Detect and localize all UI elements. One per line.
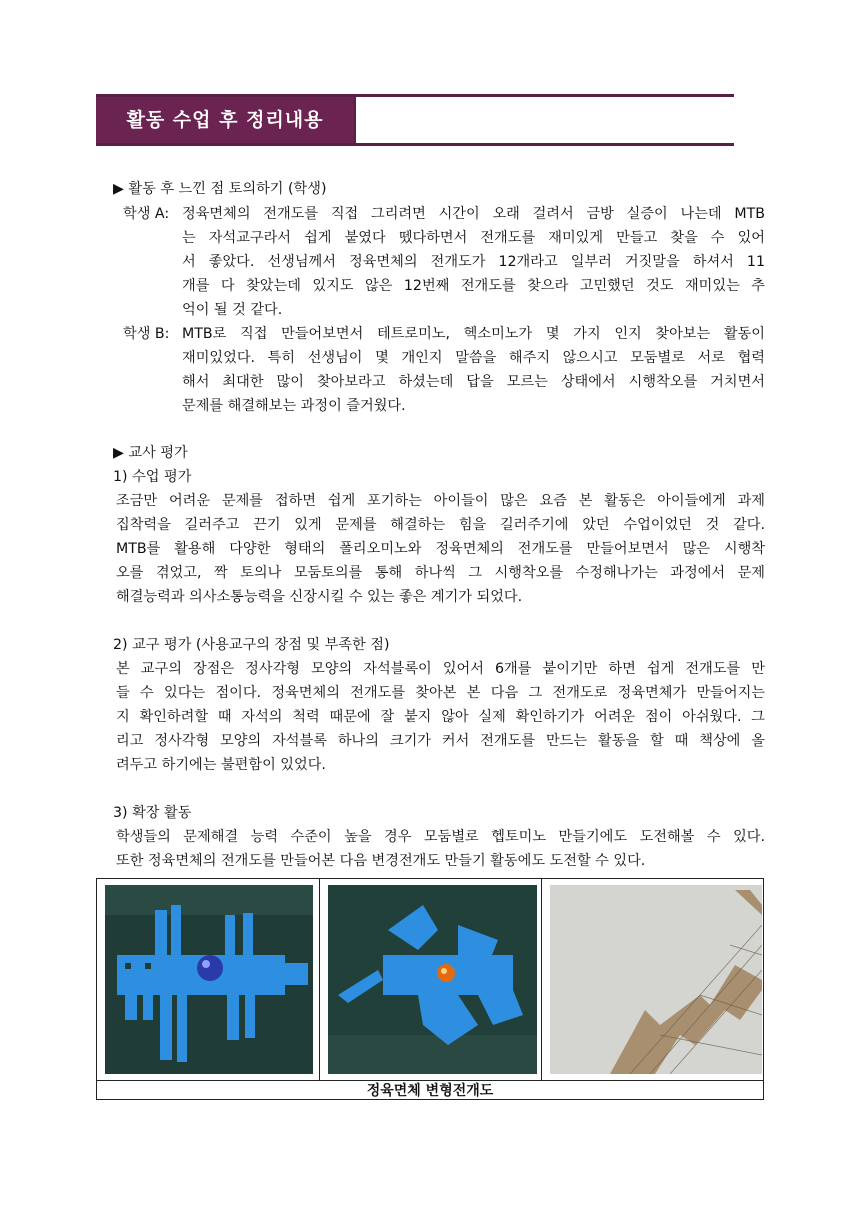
class-eval-title: 1) 수업 평가: [113, 469, 192, 485]
photo-cell: [97, 879, 320, 1080]
student-b-line: 재미있었다. 특히 선생님이 몇 개인지 말씀을 해주지 않으시고 모둠별로 서로 협력: [182, 350, 765, 366]
class-eval-line: 해결능력과 의사소통능력을 신장시킬 수 있는 좋은 계기가 되었다.: [116, 589, 523, 605]
section-title: 활동 수업 후 정리내용: [96, 97, 354, 143]
photo-cell: [542, 879, 763, 1080]
teacher-eval-heading: ▶ 교사 평가: [113, 445, 188, 461]
photo-table: [96, 878, 764, 1100]
tool-eval-title: 2) 교구 평가 (사용교구의 장점 및 부족한 점): [113, 637, 390, 653]
student-a-line: 개를 다 찾았는데 있지도 않은 12번째 전개도를 찾으라 고민했던 것도 재미있는 추: [182, 278, 765, 294]
student-a-line: 정육면체의 전개도를 직접 그리려면 시간이 오래 걸려서 금방 실증이 나는데 MTB: [182, 206, 765, 222]
paper-net-photo: [550, 885, 762, 1074]
photo-cell: [320, 879, 542, 1080]
student-b-label: 학생 B:: [123, 326, 170, 342]
tool-eval-line: 려두고 하기에는 불편함이 있었다.: [116, 757, 326, 773]
student-a-line: 서 좋았다. 선생님께서 정육면체의 전개도가 12개라고 일부러 거짓말을 하셔서 11: [182, 254, 765, 270]
magnet-net-photo-2: [328, 885, 537, 1074]
tool-eval-line: 리고 정사각형 모양의 자석블록 하나의 크기가 커서 전개도를 만드는 활동을 할 때 책상에 올: [116, 733, 765, 749]
tool-eval-line: 본 교구의 장점은 정사각형 모양의 자석블록이 있어서 6개를 붙이기만 하면 쉽게 전개도를 만: [116, 661, 765, 677]
extension-line: 학생들의 문제해결 능력 수준이 높을 경우 모둠별로 헵토미노 만들기에도 도전해볼 수 있다.: [116, 829, 765, 845]
student-a-label: 학생 A:: [123, 206, 170, 222]
student-b-line: 문제를 해결해보는 과정이 즐거웠다.: [182, 398, 406, 414]
extension-title: 3) 확장 활동: [113, 805, 192, 821]
class-eval-line: 집착력을 길러주고 끈기 있게 문제를 해결하는 힘을 길러주기에 았던 수업이었던 것 같다.: [116, 517, 765, 533]
class-eval-line: 오를 겪었고, 짝 토의나 모둠토의를 통해 하나씩 그 시행착오를 수정해나가는 과정에서 문제: [116, 565, 765, 581]
tool-eval-line: 지 확인하려할 때 자석의 척력 때문에 잘 붙지 않아 실제 확인하기가 어려운 점이 아쉬웠다. 그: [116, 709, 765, 725]
header-bottom-rule: [96, 143, 734, 146]
discussion-heading: ▶ 활동 후 느낀 점 토의하기 (학생): [113, 181, 327, 197]
student-a-line: 억이 될 것 같다.: [182, 302, 283, 318]
class-eval-line: 조금만 어려운 문제를 접하면 쉽게 포기하는 아이들이 많은 요즘 본 활동은 아이들에게 과제: [116, 493, 765, 509]
header-divider: [354, 97, 356, 143]
tool-eval-line: 들 수 있다는 점이다. 정육면체의 전개도를 찾아본 본 다음 그 전개도로 정육면체가 만들어지는: [116, 685, 765, 701]
student-a-line: 는 자석교구라서 쉽게 붙였다 뗐다하면서 전개도를 재미있게 만들고 찾을 수 있어: [182, 230, 765, 246]
figure-caption: 정육면체 변형전개도: [97, 1080, 763, 1101]
student-b-line: MTB로 직접 만들어보면서 테트로미노, 헥소미노가 몇 가지 인지 찾아보는 활동이: [182, 326, 765, 342]
extension-line: 또한 정육면체의 전개도를 만들어본 다음 변경전개도 만들기 활동에도 도전할 수 있다.: [116, 853, 646, 869]
class-eval-line: MTB를 활용해 다양한 형태의 폴리오미노와 정육면체의 전개도를 만들어보면서 많은 시행착: [116, 541, 765, 557]
magnet-net-photo-1: [105, 885, 313, 1074]
student-b-line: 해서 최대한 많이 찾아보라고 하셨는데 답을 모르는 상태에서 시행착오를 거치면서: [182, 374, 765, 390]
